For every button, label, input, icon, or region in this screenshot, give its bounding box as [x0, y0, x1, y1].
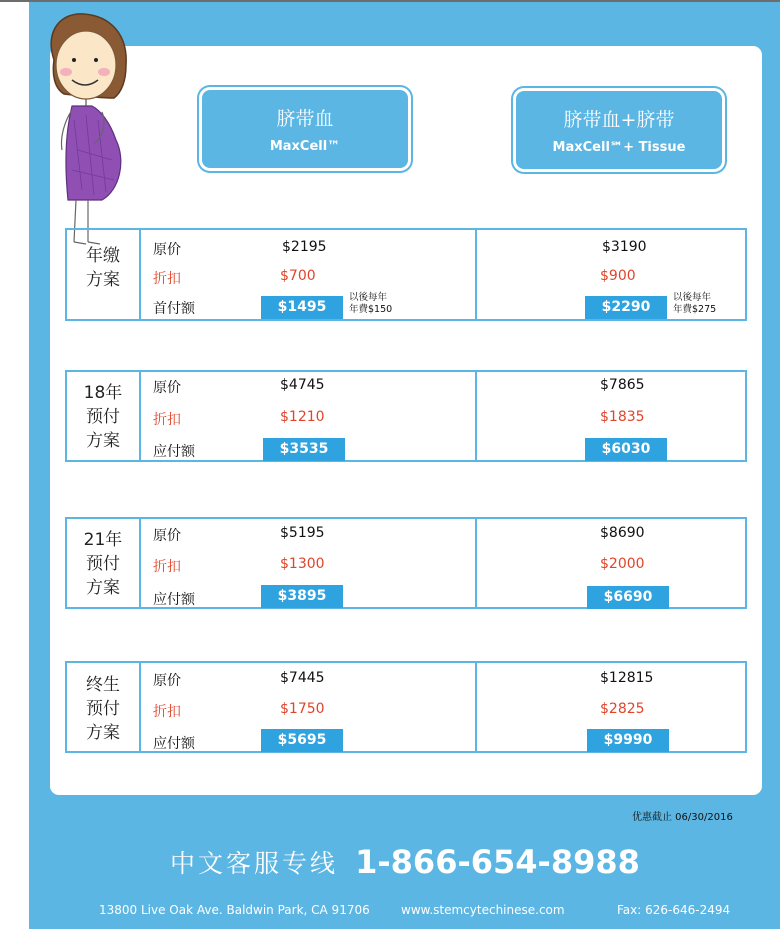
- discount-amount: $2000: [600, 556, 645, 572]
- plan-table-18-year: [65, 370, 747, 462]
- footer-fax: Fax: 626-646-2494: [617, 903, 731, 917]
- original-price: $7445: [280, 670, 325, 686]
- column-divider: [139, 230, 141, 319]
- hotline: [170, 843, 640, 881]
- plan-name-line: 18年: [83, 383, 123, 403]
- original-price: $3190: [602, 239, 647, 255]
- pregnant-woman-illustration: [42, 10, 142, 250]
- note-line: 年費$275: [673, 304, 717, 315]
- footer-address: 13800 Live Oak Ave. Baldwin Park, CA 91706: [99, 903, 370, 917]
- discount-amount: $1300: [280, 556, 325, 572]
- plan-name-line: 方案: [86, 723, 120, 743]
- header-maxcell-tissue: [516, 91, 722, 169]
- payment-amount: $9990: [587, 729, 669, 752]
- original-price: $2195: [282, 239, 327, 255]
- note-line: 年費$150: [349, 304, 393, 315]
- column-divider: [139, 663, 141, 751]
- column-divider: [475, 519, 477, 607]
- payment-amount: $5695: [261, 729, 343, 752]
- discount-amount: $1750: [280, 701, 325, 717]
- plan-name-line: 终生: [86, 675, 120, 695]
- column-divider: [139, 519, 141, 607]
- plan-name: [67, 381, 139, 453]
- plan-name-line: 方案: [86, 431, 120, 451]
- payment-label: 应付额: [153, 444, 195, 460]
- plan-name-line: 方案: [86, 578, 120, 598]
- plan-name: [67, 244, 139, 292]
- original-price-label: 原价: [153, 242, 181, 258]
- discount-label: 折扣: [153, 412, 181, 428]
- hotline-number[interactable]: 1-866-654-8988: [355, 843, 640, 881]
- payment-label: 应付额: [153, 592, 195, 608]
- discount-label: 折扣: [153, 704, 181, 720]
- payment-label: 首付额: [153, 301, 195, 317]
- discount-amount: $700: [280, 268, 316, 284]
- plan-table-lifetime: [65, 661, 747, 753]
- column-divider: [475, 230, 477, 319]
- discount-amount: $1835: [600, 409, 645, 425]
- original-price-label: 原价: [153, 673, 181, 689]
- note-line: 以後每年: [673, 292, 712, 303]
- plan-name: [67, 528, 139, 600]
- discount-label: 折扣: [153, 559, 181, 575]
- header-zh: 脐带血: [276, 108, 334, 130]
- original-price: $4745: [280, 377, 325, 393]
- plan-name-line: 预付: [86, 407, 120, 427]
- column-divider: [475, 663, 477, 751]
- discount-amount: $2825: [600, 701, 645, 717]
- offer-validity: 优惠截止 06/30/2016: [632, 812, 733, 823]
- discount-amount: $900: [600, 268, 636, 284]
- payment-label: 应付额: [153, 736, 195, 752]
- payment-amount: $1495: [261, 296, 343, 319]
- discount-label: 折扣: [153, 271, 181, 287]
- original-price: $12815: [600, 670, 654, 686]
- header-en: MaxCell™: [269, 139, 341, 154]
- original-price-label: 原价: [153, 528, 181, 544]
- original-price: $7865: [600, 377, 645, 393]
- plan-name-line: 预付: [86, 699, 120, 719]
- payment-amount: $2290: [585, 296, 667, 319]
- footer-website[interactable]: www.stemcytechinese.com: [401, 903, 565, 917]
- note-line: 以後每年: [349, 292, 388, 303]
- annual-fee-note: [349, 292, 405, 316]
- annual-fee-note: [673, 292, 729, 316]
- plan-name: [67, 673, 139, 745]
- plan-table-annual: [65, 228, 747, 321]
- hotline-label: 中文客服专线: [170, 849, 339, 878]
- original-price: $8690: [600, 525, 645, 541]
- column-divider: [475, 372, 477, 460]
- column-divider: [139, 372, 141, 460]
- plan-table-21-year: [65, 517, 747, 609]
- plan-name-line: 预付: [86, 554, 120, 574]
- payment-amount: $6030: [585, 438, 667, 461]
- plan-name-line: 年缴: [86, 246, 120, 266]
- payment-amount: $3535: [263, 438, 345, 461]
- original-price: $5195: [280, 525, 325, 541]
- discount-amount: $1210: [280, 409, 325, 425]
- plan-name-line: 方案: [86, 270, 120, 290]
- original-price-label: 原价: [153, 380, 181, 396]
- header-zh: 脐带血+脐带: [563, 109, 675, 131]
- plan-name-line: 21年: [83, 530, 123, 550]
- payment-amount: $3895: [261, 585, 343, 608]
- payment-amount: $6690: [587, 586, 669, 609]
- header-en: MaxCell℠+ Tissue: [552, 140, 686, 155]
- header-maxcell: [202, 90, 408, 168]
